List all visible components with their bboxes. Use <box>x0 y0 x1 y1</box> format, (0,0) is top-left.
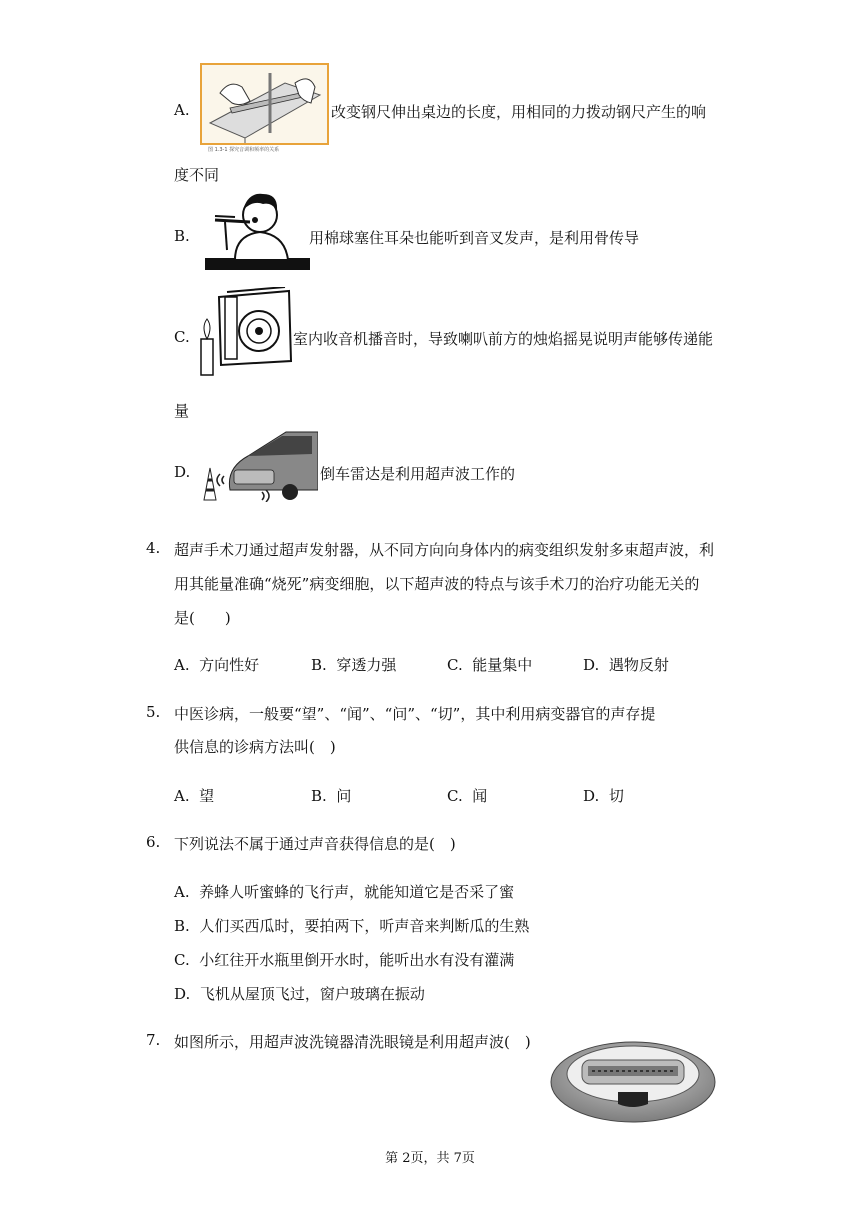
q4-line2: 用其能量准确“烧死”病变细胞，以下超声波的特点与该手术刀的治疗功能无关的 <box>174 575 700 593</box>
page-footer: 第 2页，共 7页 <box>385 1151 475 1166</box>
ruler-figure-caption: 图 1.3-1 探究音调和频率的关系 <box>208 147 280 153</box>
q5-number: 5. <box>146 703 161 721</box>
q4-option-d: D. 遇物反射 <box>583 656 669 674</box>
q7-number: 7. <box>146 1031 161 1049</box>
q4-option-a: A. 方向性好 <box>174 656 260 674</box>
car-reverse-radar-figure <box>200 430 318 502</box>
q5-option-a: A. 望 <box>174 787 215 805</box>
ultrasonic-glasses-cleaner-figure <box>548 1030 718 1126</box>
option-a-text-line2: 度不同 <box>174 166 220 184</box>
q6-line1: 下列说法不属于通过声音获得信息的是( ) <box>174 835 456 853</box>
ruler-on-table-figure <box>200 63 330 153</box>
option-a-text-line1: 改变钢尺伸出桌边的长度，用相同的力拨动钢尺产生的响 <box>331 103 707 121</box>
q6-option-a: A. 养蜂人听蜜蜂的飞行声，就能知道它是否采了蜜 <box>174 883 515 901</box>
option-c-text-line1: 室内收音机播音时，导致喇叭前方的烛焰摇晃说明声能够传递能 <box>293 330 714 348</box>
q4-option-b: B. 穿透力强 <box>311 656 397 674</box>
q5-option-d: D. 切 <box>583 787 624 805</box>
q6-option-c: C. 小红往开水瓶里倒开水时，能听出水有没有灌满 <box>174 951 515 969</box>
q5-line2: 供信息的诊病方法叫( ) <box>174 738 336 756</box>
option-b-text: 用棉球塞住耳朵也能听到音叉发声，是利用骨传导 <box>309 229 640 247</box>
q4-number: 4. <box>146 539 161 557</box>
q6-number: 6. <box>146 833 161 851</box>
q4-option-c: C. 能量集中 <box>447 656 533 674</box>
boy-tuning-fork-figure <box>205 190 310 274</box>
q5-line1: 中医诊病，一般要“望”、“闻”、“问”、“切”，其中利用病变器官的声存提 <box>174 705 656 723</box>
radio-candle-figure <box>197 287 293 379</box>
option-d-label: D. <box>174 463 191 481</box>
option-a-label: A. <box>174 101 190 119</box>
option-c-text-line2: 量 <box>174 402 190 420</box>
q4-line3: 是( ) <box>174 609 231 627</box>
option-c-label: C. <box>174 328 190 346</box>
q7-line1: 如图所示，用超声波洗镜器清洗眼镜是利用超声波( ) <box>174 1033 531 1051</box>
q5-option-b: B. 问 <box>311 787 352 805</box>
q5-option-c: C. 闻 <box>447 787 488 805</box>
option-d-text: 倒车雷达是利用超声波工作的 <box>320 465 516 483</box>
q4-line1: 超声手术刀通过超声发射器，从不同方向向身体内的病变组织发射多束超声波，利 <box>174 541 715 559</box>
q6-option-d: D. 飞机从屋顶飞过，窗户玻璃在振动 <box>174 985 425 1003</box>
option-b-label: B. <box>174 227 190 245</box>
q6-option-b: B. 人们买西瓜时，要拍两下，听声音来判断瓜的生熟 <box>174 917 530 935</box>
